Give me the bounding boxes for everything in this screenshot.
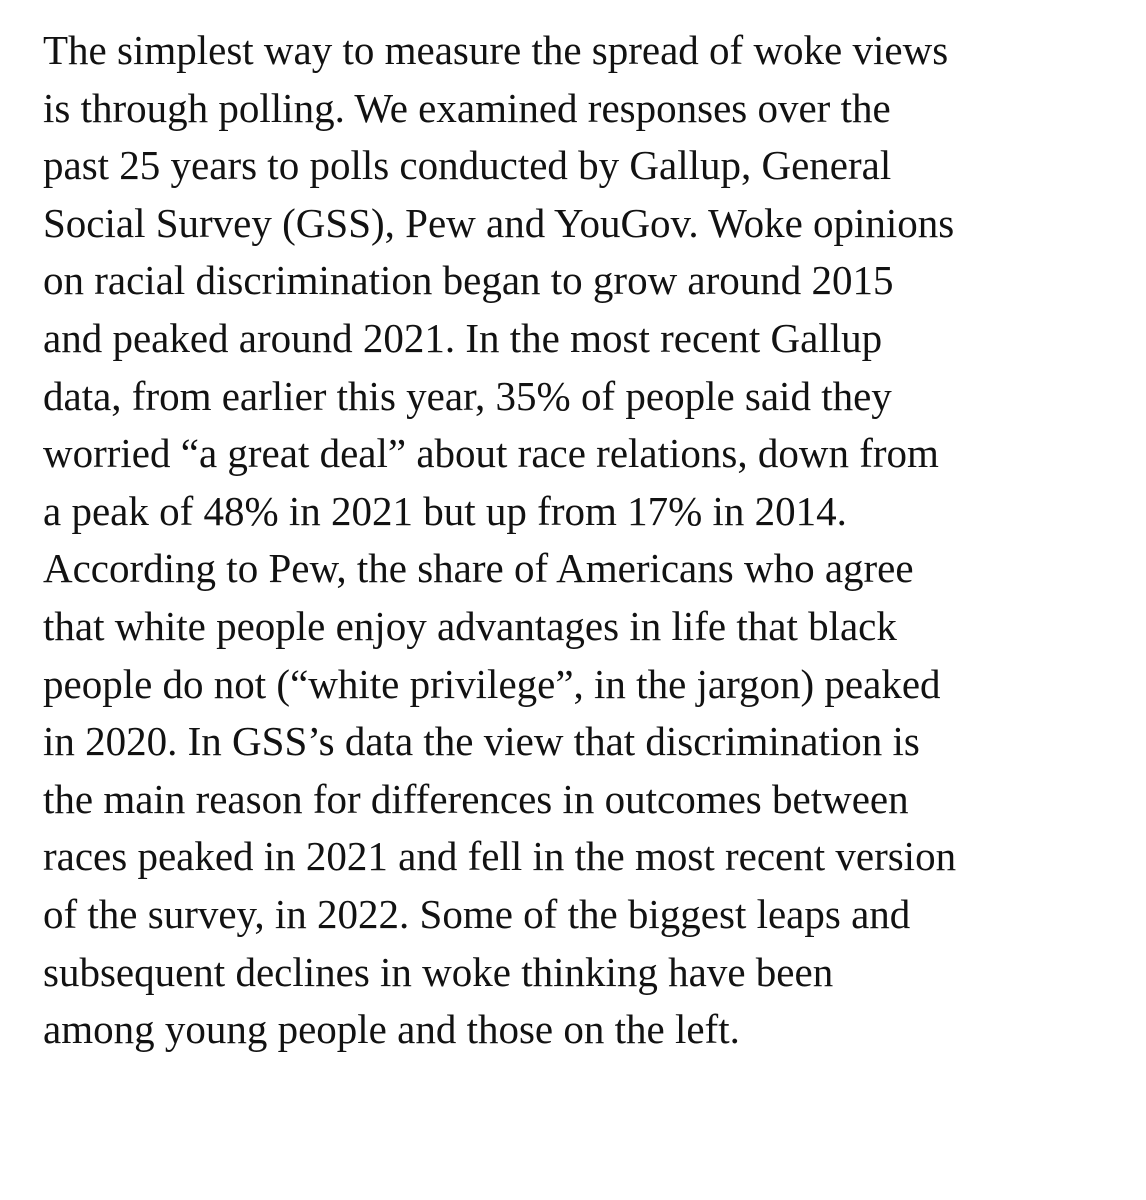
- paragraph-line: subsequent declines in woke thinking have been: [43, 948, 834, 995]
- paragraph-line: in 2020. In GSS’s data the view that discrimination is: [43, 718, 920, 765]
- paragraph-line: among young people and those on the left.: [43, 1006, 740, 1053]
- paragraph-line: past 25 years to polls conducted by Gallup, General: [43, 142, 892, 189]
- article-paragraph: [43, 22, 1123, 1059]
- paragraph-line: The simplest way to measure the spread of woke views: [43, 27, 949, 73]
- paragraph-line: on racial discrimination began to grow around 2015: [43, 257, 894, 304]
- paragraph-line: of the survey, in 2022. Some of the biggest leaps and: [43, 890, 911, 937]
- paragraph-line: Social Survey (GSS), Pew and YouGov. Woke opinions: [43, 199, 955, 246]
- paragraph-line: races peaked in 2021 and fell in the most recent version: [43, 833, 957, 880]
- paragraph-line: worried “a great deal” about race relations, down from: [43, 430, 939, 477]
- paragraph-line: is through polling. We examined responses over the: [43, 84, 891, 131]
- paragraph-line: and peaked around 2021. In the most recent Gallup: [43, 314, 883, 361]
- paragraph-line: According to Pew, the share of Americans who agree: [43, 545, 914, 592]
- paragraph-line: a peak of 48% in 2021 but up from 17% in 2014.: [43, 487, 847, 534]
- paragraph-line: data, from earlier this year, 35% of people said they: [43, 372, 892, 419]
- paragraph-line: that white people enjoy advantages in life that black: [43, 602, 897, 649]
- paragraph-line: the main reason for differences in outcomes between: [43, 775, 909, 822]
- paragraph-line: people do not (“white privilege”, in the jargon) peaked: [43, 660, 941, 707]
